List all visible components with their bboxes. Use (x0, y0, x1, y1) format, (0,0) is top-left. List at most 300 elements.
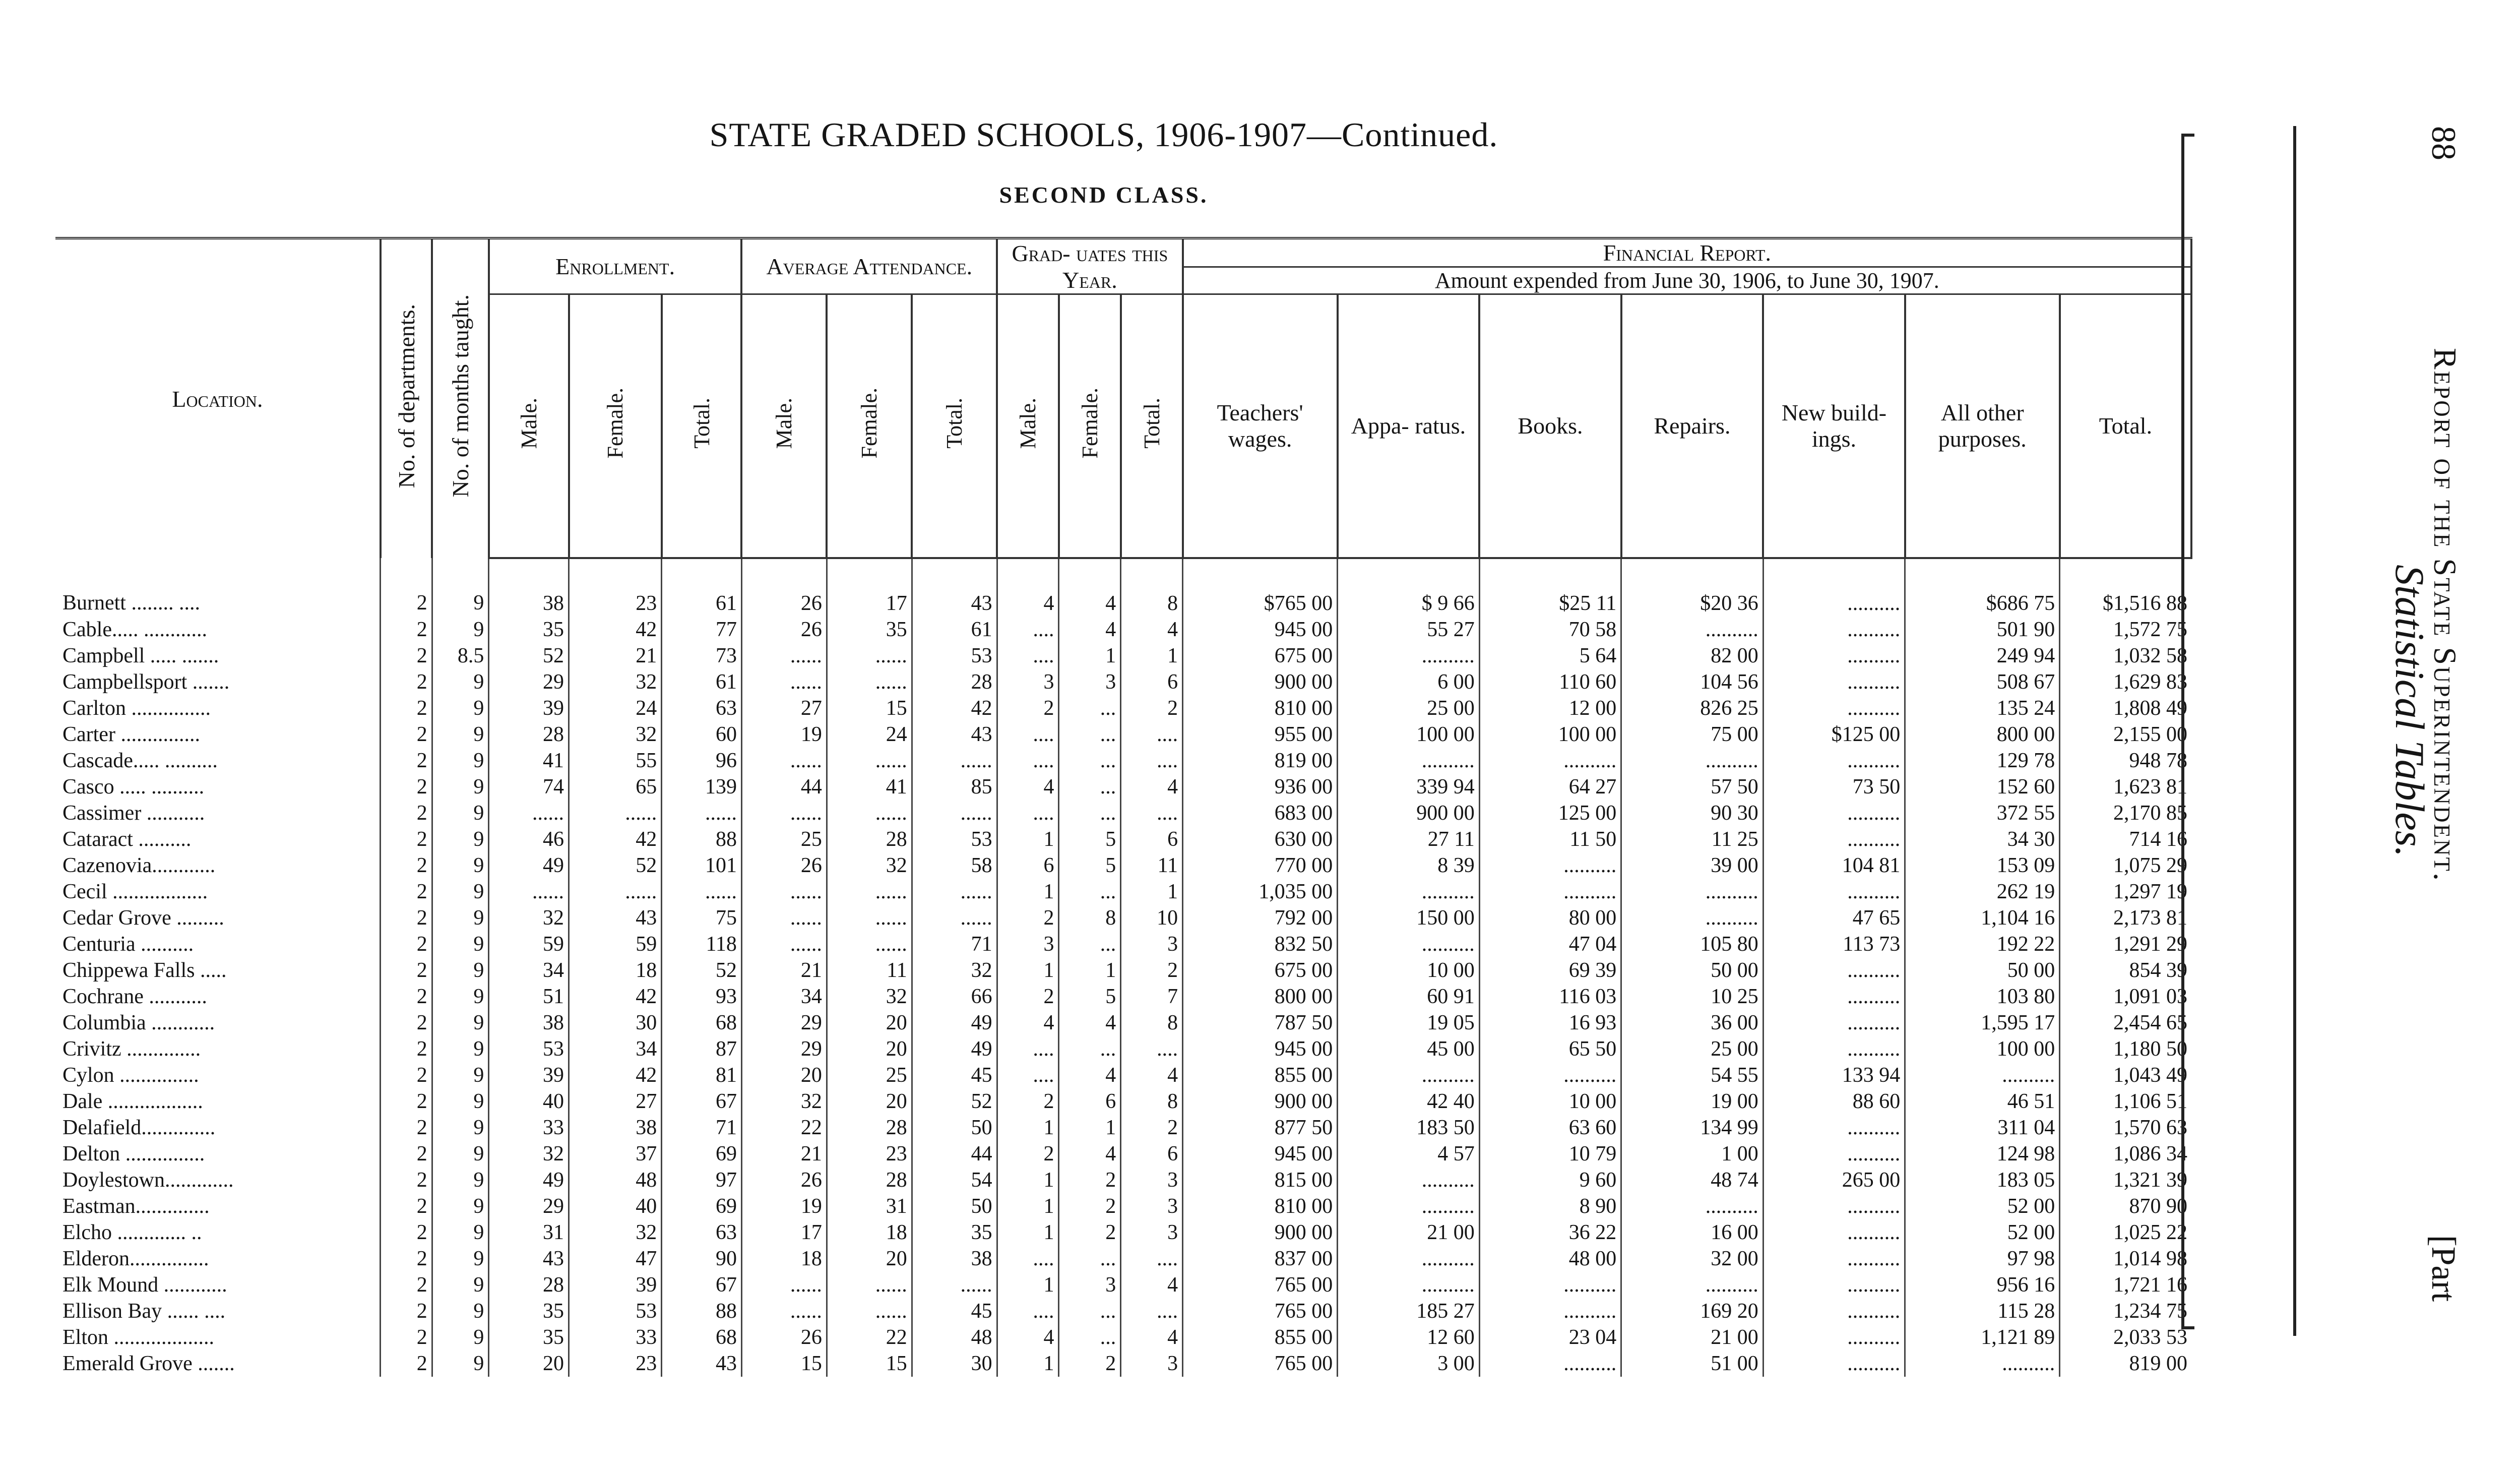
cell-location: Delafield.............. (62, 1116, 216, 1139)
cell-teachers-wages: 900 00 (1183, 669, 1338, 695)
cell-departments: 2 (381, 957, 432, 984)
cell-att-total: ...... (912, 800, 997, 826)
table-row (55, 1324, 2191, 1351)
cell-grad-total: 2 (1121, 695, 1183, 721)
cell-enroll-female: 38 (569, 1115, 662, 1141)
header-grad-female: Female. (1059, 294, 1121, 559)
cell-apparatus: $ 9 66 (1338, 558, 1480, 617)
cell-grad-total: 1 (1121, 643, 1183, 669)
cell-repairs: 50 00 (1621, 957, 1763, 984)
cell-other-purposes: 152 60 (1905, 774, 2060, 800)
cell-enroll-male: 51 (489, 984, 569, 1010)
cell-apparatus: 60 91 (1338, 984, 1480, 1010)
cell-att-male: ...... (741, 1272, 827, 1298)
header-att-total: Total. (912, 294, 997, 559)
cell-books: 16 93 (1479, 1010, 1621, 1036)
cell-fin-total: 1,623 81 (2060, 774, 2191, 800)
cell-att-female: 18 (827, 1219, 912, 1246)
cell-repairs: 21 00 (1621, 1324, 1763, 1351)
cell-teachers-wages: 936 00 (1183, 774, 1338, 800)
cell-books: 10 00 (1479, 1088, 1621, 1115)
cell-att-total: ...... (912, 748, 997, 774)
cell-grad-female: 1 (1059, 1115, 1121, 1141)
cell-location: Cable..... ............ (62, 618, 207, 641)
cell-teachers-wages: 955 00 (1183, 721, 1338, 748)
cell-grad-female: 2 (1059, 1351, 1121, 1377)
cell-new-buildings: .......... (1763, 1193, 1905, 1219)
cell-fin-total: 1,106 51 (2060, 1088, 2191, 1115)
cell-months: 9 (432, 800, 489, 826)
cell-att-female: 24 (827, 721, 912, 748)
cell-location: Crivitz .............. (62, 1037, 201, 1061)
cell-att-total: 61 (912, 617, 997, 643)
cell-enroll-total: 43 (662, 1351, 742, 1377)
cell-grad-male: .... (997, 1246, 1059, 1272)
header-departments: No. of departments. (381, 238, 432, 559)
cell-att-male: 15 (741, 1351, 827, 1377)
cell-enroll-female: 37 (569, 1141, 662, 1167)
cell-att-total: 71 (912, 931, 997, 957)
cell-books: 10 79 (1479, 1141, 1621, 1167)
cell-books: 11 50 (1479, 826, 1621, 852)
cell-departments: 2 (381, 800, 432, 826)
cell-enroll-total: 93 (662, 984, 742, 1010)
cell-books: 47 04 (1479, 931, 1621, 957)
cell-enroll-male: 39 (489, 1062, 569, 1088)
table-row (55, 852, 2191, 879)
cell-att-female: 20 (827, 1010, 912, 1036)
cell-grad-female: ... (1059, 748, 1121, 774)
cell-departments: 2 (381, 721, 432, 748)
cell-location: Centuria .......... (62, 932, 194, 956)
cell-books: 100 00 (1479, 721, 1621, 748)
cell-grad-female: 5 (1059, 984, 1121, 1010)
cell-location: Casco ..... .......... (62, 775, 205, 799)
cell-grad-total: 3 (1121, 931, 1183, 957)
cell-repairs: 1 00 (1621, 1141, 1763, 1167)
cell-location: Chippewa Falls ..... (62, 958, 227, 982)
cell-repairs: .......... (1621, 879, 1763, 905)
cell-enroll-female: ...... (569, 800, 662, 826)
cell-other-purposes: 192 22 (1905, 931, 2060, 957)
cell-att-total: 49 (912, 1010, 997, 1036)
cell-grad-female: 2 (1059, 1219, 1121, 1246)
cell-other-purposes: 501 90 (1905, 617, 2060, 643)
cell-enroll-female: 23 (569, 1351, 662, 1377)
cell-enroll-total: 139 (662, 774, 742, 800)
cell-location: Cazenovia............ (62, 853, 216, 877)
cell-teachers-wages: 815 00 (1183, 1167, 1338, 1193)
cell-books: $25 11 (1479, 558, 1621, 617)
cell-att-female: 31 (827, 1193, 912, 1219)
cell-enroll-male: 20 (489, 1351, 569, 1377)
table-row (55, 1010, 2191, 1036)
cell-location: Ellison Bay ...... .... (62, 1299, 226, 1323)
cell-enroll-total: 96 (662, 748, 742, 774)
cell-departments: 2 (381, 617, 432, 643)
margin-rule (2293, 126, 2296, 1336)
cell-months: 8.5 (432, 643, 489, 669)
cell-teachers-wages: 1,035 00 (1183, 879, 1338, 905)
cell-fin-total: 1,032 58 (2060, 643, 2191, 669)
cell-fin-total: 1,014 98 (2060, 1246, 2191, 1272)
cell-att-male: 34 (741, 984, 827, 1010)
cell-other-purposes: 46 51 (1905, 1088, 2060, 1115)
cell-enroll-female: 42 (569, 984, 662, 1010)
cell-apparatus: 339 94 (1338, 774, 1480, 800)
cell-teachers-wages: 810 00 (1183, 1193, 1338, 1219)
cell-att-male: 19 (741, 721, 827, 748)
cell-location: Campbell ..... ....... (62, 644, 219, 667)
cell-new-buildings: .......... (1763, 1010, 1905, 1036)
cell-new-buildings: .......... (1763, 879, 1905, 905)
cell-grad-total: .... (1121, 721, 1183, 748)
cell-other-purposes: 956 16 (1905, 1272, 2060, 1298)
cell-grad-male: .... (997, 617, 1059, 643)
cell-att-male: ...... (741, 748, 827, 774)
cell-repairs: 57 50 (1621, 774, 1763, 800)
cell-new-buildings: 133 94 (1763, 1062, 1905, 1088)
cell-repairs: 39 00 (1621, 852, 1763, 879)
table-row (55, 643, 2191, 669)
cell-apparatus: 8 39 (1338, 852, 1480, 879)
header-grad-male: Male. (997, 294, 1059, 559)
cell-books: 65 50 (1479, 1036, 1621, 1062)
cell-books: 23 04 (1479, 1324, 1621, 1351)
cell-departments: 2 (381, 1272, 432, 1298)
cell-grad-male: 4 (997, 774, 1059, 800)
cell-fin-total: 1,291 29 (2060, 931, 2191, 957)
table-row (55, 879, 2191, 905)
header-enroll-female: Female. (569, 294, 662, 559)
cell-grad-female: 5 (1059, 852, 1121, 879)
table-row (55, 1272, 2191, 1298)
cell-enroll-male: 41 (489, 748, 569, 774)
cell-new-buildings: .......... (1763, 748, 1905, 774)
cell-fin-total: 1,721 16 (2060, 1272, 2191, 1298)
cell-att-female: ...... (827, 931, 912, 957)
cell-att-female: 15 (827, 1351, 912, 1377)
header-financial-sub: Amount expended from June 30, 1906, to June 30, 1907. (1183, 267, 2191, 294)
cell-enroll-female: 52 (569, 852, 662, 879)
cell-months: 9 (432, 852, 489, 879)
cell-months: 9 (432, 957, 489, 984)
cell-grad-male: .... (997, 1298, 1059, 1324)
cell-other-purposes: .......... (1905, 1351, 2060, 1377)
cell-fin-total: 1,075 29 (2060, 852, 2191, 879)
cell-repairs: 826 25 (1621, 695, 1763, 721)
header-att-female: Female. (827, 294, 912, 559)
cell-teachers-wages: 765 00 (1183, 1298, 1338, 1324)
cell-enroll-female: 30 (569, 1010, 662, 1036)
cell-repairs: 105 80 (1621, 931, 1763, 957)
cell-books: 12 00 (1479, 695, 1621, 721)
cell-grad-total: 6 (1121, 669, 1183, 695)
cell-repairs: 48 74 (1621, 1167, 1763, 1193)
cell-enroll-male: 49 (489, 1167, 569, 1193)
cell-repairs: 11 25 (1621, 826, 1763, 852)
cell-apparatus: 12 60 (1338, 1324, 1480, 1351)
cell-other-purposes: 1,121 89 (1905, 1324, 2060, 1351)
cell-departments: 2 (381, 1115, 432, 1141)
cell-grad-female: ... (1059, 931, 1121, 957)
cell-grad-female: 4 (1059, 1062, 1121, 1088)
cell-enroll-male: 74 (489, 774, 569, 800)
cell-months: 9 (432, 1010, 489, 1036)
cell-teachers-wages: 819 00 (1183, 748, 1338, 774)
cell-grad-female: 4 (1059, 1141, 1121, 1167)
cell-location: Delton ............... (62, 1142, 205, 1166)
cell-att-male: ...... (741, 669, 827, 695)
cell-enroll-male: 33 (489, 1115, 569, 1141)
cell-grad-male: 3 (997, 931, 1059, 957)
cell-grad-female: 4 (1059, 1010, 1121, 1036)
cell-books: .......... (1479, 748, 1621, 774)
cell-grad-total: .... (1121, 1298, 1183, 1324)
cell-att-female: 32 (827, 852, 912, 879)
cell-grad-female: ... (1059, 1246, 1121, 1272)
cell-repairs: 82 00 (1621, 643, 1763, 669)
cell-enroll-total: 63 (662, 695, 742, 721)
cell-grad-female: 5 (1059, 826, 1121, 852)
cell-new-buildings: .......... (1763, 643, 1905, 669)
cell-teachers-wages: 800 00 (1183, 984, 1338, 1010)
cell-enroll-total: 88 (662, 1298, 742, 1324)
cell-other-purposes: 135 24 (1905, 695, 2060, 721)
cell-grad-total: 4 (1121, 774, 1183, 800)
cell-att-female: 22 (827, 1324, 912, 1351)
cell-apparatus: .......... (1338, 1246, 1480, 1272)
running-head: Report of the State Superintendent. (2427, 348, 2463, 883)
cell-location: Elton ................... (62, 1325, 214, 1349)
cell-repairs: .......... (1621, 748, 1763, 774)
cell-grad-female: 3 (1059, 669, 1121, 695)
cell-att-total: ...... (912, 1272, 997, 1298)
cell-enroll-male: 39 (489, 695, 569, 721)
cell-enroll-total: 67 (662, 1272, 742, 1298)
cell-enroll-female: 42 (569, 617, 662, 643)
cell-other-purposes: 115 28 (1905, 1298, 2060, 1324)
table-row (55, 721, 2191, 748)
cell-grad-male: .... (997, 721, 1059, 748)
cell-grad-male: 1 (997, 1219, 1059, 1246)
cell-apparatus: 45 00 (1338, 1036, 1480, 1062)
cell-fin-total: 2,155 00 (2060, 721, 2191, 748)
cell-apparatus: 4 57 (1338, 1141, 1480, 1167)
cell-enroll-total: 69 (662, 1193, 742, 1219)
cell-months: 9 (432, 558, 489, 617)
cell-att-male: 21 (741, 957, 827, 984)
cell-enroll-male: ...... (489, 800, 569, 826)
cell-grad-male: 2 (997, 905, 1059, 931)
cell-grad-total: 3 (1121, 1167, 1183, 1193)
cell-grad-male: 4 (997, 1324, 1059, 1351)
cell-new-buildings: 88 60 (1763, 1088, 1905, 1115)
cell-enroll-female: 48 (569, 1167, 662, 1193)
cell-enroll-total: 75 (662, 905, 742, 931)
cell-enroll-female: 27 (569, 1088, 662, 1115)
header-new-buildings: New build- ings. (1763, 294, 1905, 559)
cell-apparatus: 900 00 (1338, 800, 1480, 826)
cell-enroll-female: 23 (569, 558, 662, 617)
cell-books: 70 58 (1479, 617, 1621, 643)
cell-att-total: 52 (912, 1088, 997, 1115)
cell-grad-total: .... (1121, 1246, 1183, 1272)
table-row (55, 1062, 2191, 1088)
cell-repairs: .......... (1621, 1272, 1763, 1298)
cell-departments: 2 (381, 826, 432, 852)
cell-grad-female: ... (1059, 774, 1121, 800)
cell-enroll-female: 42 (569, 1062, 662, 1088)
cell-fin-total: 948 78 (2060, 748, 2191, 774)
cell-grad-male: 2 (997, 695, 1059, 721)
cell-teachers-wages: 945 00 (1183, 1141, 1338, 1167)
cell-new-buildings: .......... (1763, 1272, 1905, 1298)
cell-att-total: 50 (912, 1193, 997, 1219)
header-att-male: Male. (741, 294, 827, 559)
cell-departments: 2 (381, 1036, 432, 1062)
cell-att-total: 45 (912, 1298, 997, 1324)
cell-teachers-wages: 770 00 (1183, 852, 1338, 879)
cell-apparatus: .......... (1338, 748, 1480, 774)
cell-enroll-female: 39 (569, 1272, 662, 1298)
cell-books: 48 00 (1479, 1246, 1621, 1272)
cell-grad-male: .... (997, 643, 1059, 669)
cell-teachers-wages: 630 00 (1183, 826, 1338, 852)
header-fin-total: Total. (2060, 294, 2191, 559)
cell-att-male: 26 (741, 1324, 827, 1351)
cell-grad-total: 4 (1121, 1062, 1183, 1088)
cell-departments: 2 (381, 1010, 432, 1036)
cell-repairs: 36 00 (1621, 1010, 1763, 1036)
cell-enroll-female: 32 (569, 1219, 662, 1246)
table-row (55, 1193, 2191, 1219)
cell-apparatus: 185 27 (1338, 1298, 1480, 1324)
cell-enroll-male: 53 (489, 1036, 569, 1062)
table-row (55, 669, 2191, 695)
cell-att-female: 15 (827, 695, 912, 721)
cell-enroll-male: 38 (489, 558, 569, 617)
cell-other-purposes: 52 00 (1905, 1219, 2060, 1246)
cell-enroll-female: 34 (569, 1036, 662, 1062)
cell-att-total: 48 (912, 1324, 997, 1351)
cell-enroll-male: 35 (489, 1298, 569, 1324)
cell-enroll-female: 32 (569, 669, 662, 695)
cell-grad-total: 8 (1121, 1010, 1183, 1036)
cell-grad-female: ... (1059, 879, 1121, 905)
cell-fin-total: 2,454 65 (2060, 1010, 2191, 1036)
cell-att-female: ...... (827, 748, 912, 774)
cell-new-buildings: .......... (1763, 1351, 1905, 1377)
cell-location: Cochrane ........... (62, 985, 207, 1008)
cell-att-female: 28 (827, 1115, 912, 1141)
cell-fin-total: 870 90 (2060, 1193, 2191, 1219)
cell-fin-total: 2,033 53 (2060, 1324, 2191, 1351)
cell-new-buildings: .......... (1763, 1115, 1905, 1141)
cell-att-male: 25 (741, 826, 827, 852)
cell-enroll-male: 29 (489, 669, 569, 695)
part-label: [Part (2425, 1235, 2463, 1302)
cell-months: 9 (432, 748, 489, 774)
cell-grad-female: 4 (1059, 617, 1121, 643)
cell-months: 9 (432, 695, 489, 721)
table-row (55, 1351, 2191, 1377)
cell-location: Doylestown............. (62, 1168, 234, 1192)
cell-fin-total: 819 00 (2060, 1351, 2191, 1377)
cell-repairs: 90 30 (1621, 800, 1763, 826)
cell-other-purposes: 311 04 (1905, 1115, 2060, 1141)
cell-apparatus: 100 00 (1338, 721, 1480, 748)
cell-att-male: ...... (741, 800, 827, 826)
cell-location: Carlton ............... (62, 696, 211, 720)
cell-departments: 2 (381, 852, 432, 879)
header-months: No. of months taught. (432, 238, 489, 559)
cell-att-male: 20 (741, 1062, 827, 1088)
cell-grad-male: 1 (997, 1167, 1059, 1193)
cell-fin-total: 1,629 83 (2060, 669, 2191, 695)
cell-apparatus: .......... (1338, 1193, 1480, 1219)
cell-new-buildings: .......... (1763, 826, 1905, 852)
cell-other-purposes: 124 98 (1905, 1141, 2060, 1167)
cell-att-female: ...... (827, 800, 912, 826)
cell-repairs: 10 25 (1621, 984, 1763, 1010)
cell-grad-female: ... (1059, 695, 1121, 721)
cell-books: 36 22 (1479, 1219, 1621, 1246)
cell-enroll-total: 63 (662, 1219, 742, 1246)
cell-grad-total: .... (1121, 748, 1183, 774)
cell-teachers-wages: 765 00 (1183, 1351, 1338, 1377)
cell-other-purposes: 262 19 (1905, 879, 2060, 905)
table-row (55, 695, 2191, 721)
cell-enroll-total: 71 (662, 1115, 742, 1141)
cell-att-female: 25 (827, 1062, 912, 1088)
table-row (55, 558, 2191, 617)
table-row (55, 1167, 2191, 1193)
cell-books: 63 60 (1479, 1115, 1621, 1141)
cell-grad-female: ... (1059, 1324, 1121, 1351)
cell-new-buildings: .......... (1763, 1298, 1905, 1324)
cell-grad-male: .... (997, 1036, 1059, 1062)
cell-att-male: 27 (741, 695, 827, 721)
cell-location: Emerald Grove ....... (62, 1352, 235, 1375)
cell-books: .......... (1479, 1298, 1621, 1324)
cell-enroll-female: 43 (569, 905, 662, 931)
cell-att-female: 20 (827, 1036, 912, 1062)
cell-att-female: 28 (827, 1167, 912, 1193)
cell-new-buildings: .......... (1763, 669, 1905, 695)
cell-att-female: 20 (827, 1088, 912, 1115)
cell-location: Cylon ............... (62, 1063, 199, 1087)
cell-enroll-total: 60 (662, 721, 742, 748)
cell-grad-male: 1 (997, 1272, 1059, 1298)
cell-att-male: 17 (741, 1219, 827, 1246)
cell-new-buildings: .......... (1763, 1324, 1905, 1351)
cell-location: Elderon............... (62, 1247, 209, 1270)
cell-att-male: 18 (741, 1246, 827, 1272)
cell-att-male: 26 (741, 617, 827, 643)
cell-books: 125 00 (1479, 800, 1621, 826)
cell-departments: 2 (381, 1246, 432, 1272)
cell-books: 8 90 (1479, 1193, 1621, 1219)
table-row (55, 1298, 2191, 1324)
cell-teachers-wages: 832 50 (1183, 931, 1338, 957)
cell-grad-male: 1 (997, 957, 1059, 984)
cell-teachers-wages: 900 00 (1183, 1219, 1338, 1246)
cell-enroll-total: 73 (662, 643, 742, 669)
cell-location: Burnett ........ .... (62, 591, 200, 615)
cell-enroll-male: 29 (489, 1193, 569, 1219)
cell-teachers-wages: 675 00 (1183, 643, 1338, 669)
